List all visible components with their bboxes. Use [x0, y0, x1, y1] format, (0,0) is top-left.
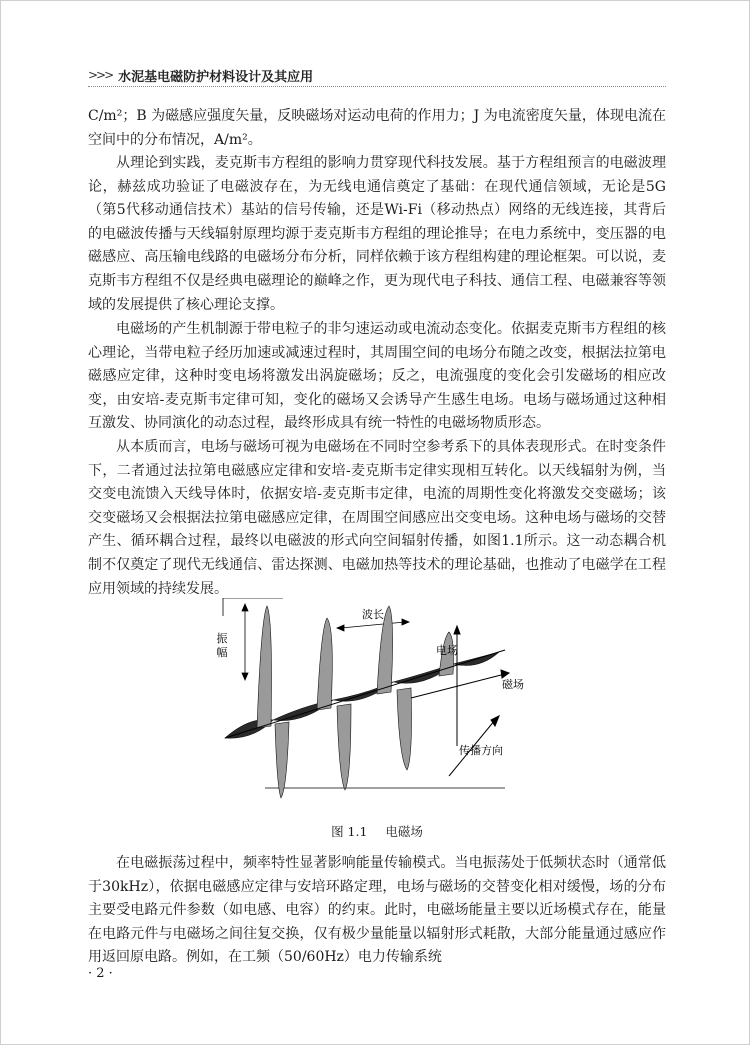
- caption-number: 图 1.1: [331, 824, 368, 839]
- page-number: · 2 ·: [88, 966, 113, 981]
- electric-lobe: [275, 722, 289, 798]
- header-rule: [88, 86, 666, 87]
- paragraph-maxwell-impact: 从理论到实践，麦克斯韦方程组的影响力贯穿现代科技发展。基于方程组预言的电磁波理论，赫兹成功验证了电磁波存在，为无线电通信奠定了基础：在现代通信领域，无论是5G（第5代移动通信技术）基站的信号传输，还是Wi-Fi（移动热点）网络的无线连接，其背后的电磁波传播与天线辐射原理均源于麦克斯韦方程组的理论推导；在电力系统中，变压器的电磁感应、高压输电线路的电磁场分布分析，同样依赖于该方程组构建的理论框架。可以说，麦克斯韦方程组不仅是经典电磁理论的巅峰之作，更为现代电子科技、通信工程、电磁兼容等领域的发展提供了核心理论支撑。: [88, 155, 666, 313]
- paragraph-field-origin: 电磁场的产生机制源于带电粒子的非匀速运动或电流动态变化。依据麦克斯韦方程组的核心理论，当带电粒子经历加速或减速过程时，其周围空间的电场分布随之改变，根据法拉第电磁感应定律，这种时变电场将激发出涡旋磁场；反之，电流强度的变化会引发磁场的相应改变，由安培-麦克斯韦定律可知，变化的磁场又会诱导产生感生电场。电场与磁场通过这种相互激发、协同演化的动态过程，最终形成具有统一特性的电磁场物质形态。: [88, 321, 666, 432]
- propagation-label: 传播方向: [459, 744, 503, 757]
- caption-title: 电磁场: [385, 824, 423, 839]
- electric-lobe: [317, 618, 332, 710]
- wavelength-label: 波长: [362, 608, 384, 621]
- paragraph-oscillation: 在电磁振荡过程中，频率特性显著影响能量传输模式。当电振荡处于低频状态时（通常低于30kHz），依据电磁感应定律与安培环路定理，电场与磁场的交替变化相对缓慢，场的分布主要受电路元件参数（如电感、电容）的约束。此时，电磁场能量主要以近场模式存在，能量在电路元件与电磁场之间往复交换，仅有极少量能量以辐射形式耗散，大部分能量通过感应作用返回原电路。例如，在工频（50/60Hz）电力传输系统: [88, 855, 666, 966]
- em-wave-figure: [205, 598, 545, 816]
- electric-lobes: [257, 606, 454, 798]
- figure-caption: [88, 822, 666, 840]
- electric-field-label: 电场: [436, 644, 458, 657]
- paragraph-field-essence: 从本质而言，电场与磁场可视为电磁场在不同时空参考系下的具体表现形式。在时变条件下，二者通过法拉第电磁感应定律和安培-麦克斯韦定律实现相互转化。以天线辐射为例，当交变电流馈入天线导体时，依据安培-麦克斯韦定律，电流的周期性变化将激发交变磁场；该交变磁场又会根据法拉第电磁感应定律，在周围空间感应出交变电场。这种电场与磁场的交替产生、循环耦合过程，最终以电磁波的形式向空间辐射传播，如图1.1所示。这一动态耦合机制不仅奠定了现代无线通信、雷达探测、电磁加热等技术的理论基础，也推动了电磁学在工程应用领域的持续发展。: [88, 439, 666, 597]
- running-header: [88, 64, 666, 86]
- header-marker: >>>: [88, 68, 113, 82]
- electric-lobe: [397, 688, 412, 770]
- book-title: 水泥基电磁防护材料设计及其应用: [118, 69, 314, 85]
- amplitude-label-2: 幅: [216, 646, 228, 659]
- electric-lobe: [337, 704, 351, 790]
- em-wave-diagram: [205, 598, 545, 816]
- magnetic-field-label: 磁场: [502, 678, 524, 691]
- electric-lobe: [257, 606, 272, 728]
- paragraph-continuation: C/m²；B 为磁感应强度矢量，反映磁场对运动电荷的作用力；J 为电流密度矢量，体现电流在空间中的分布情况，A/m²。: [88, 108, 666, 148]
- amplitude-arrow: [242, 604, 248, 680]
- amplitude-label-1: 振: [216, 632, 228, 645]
